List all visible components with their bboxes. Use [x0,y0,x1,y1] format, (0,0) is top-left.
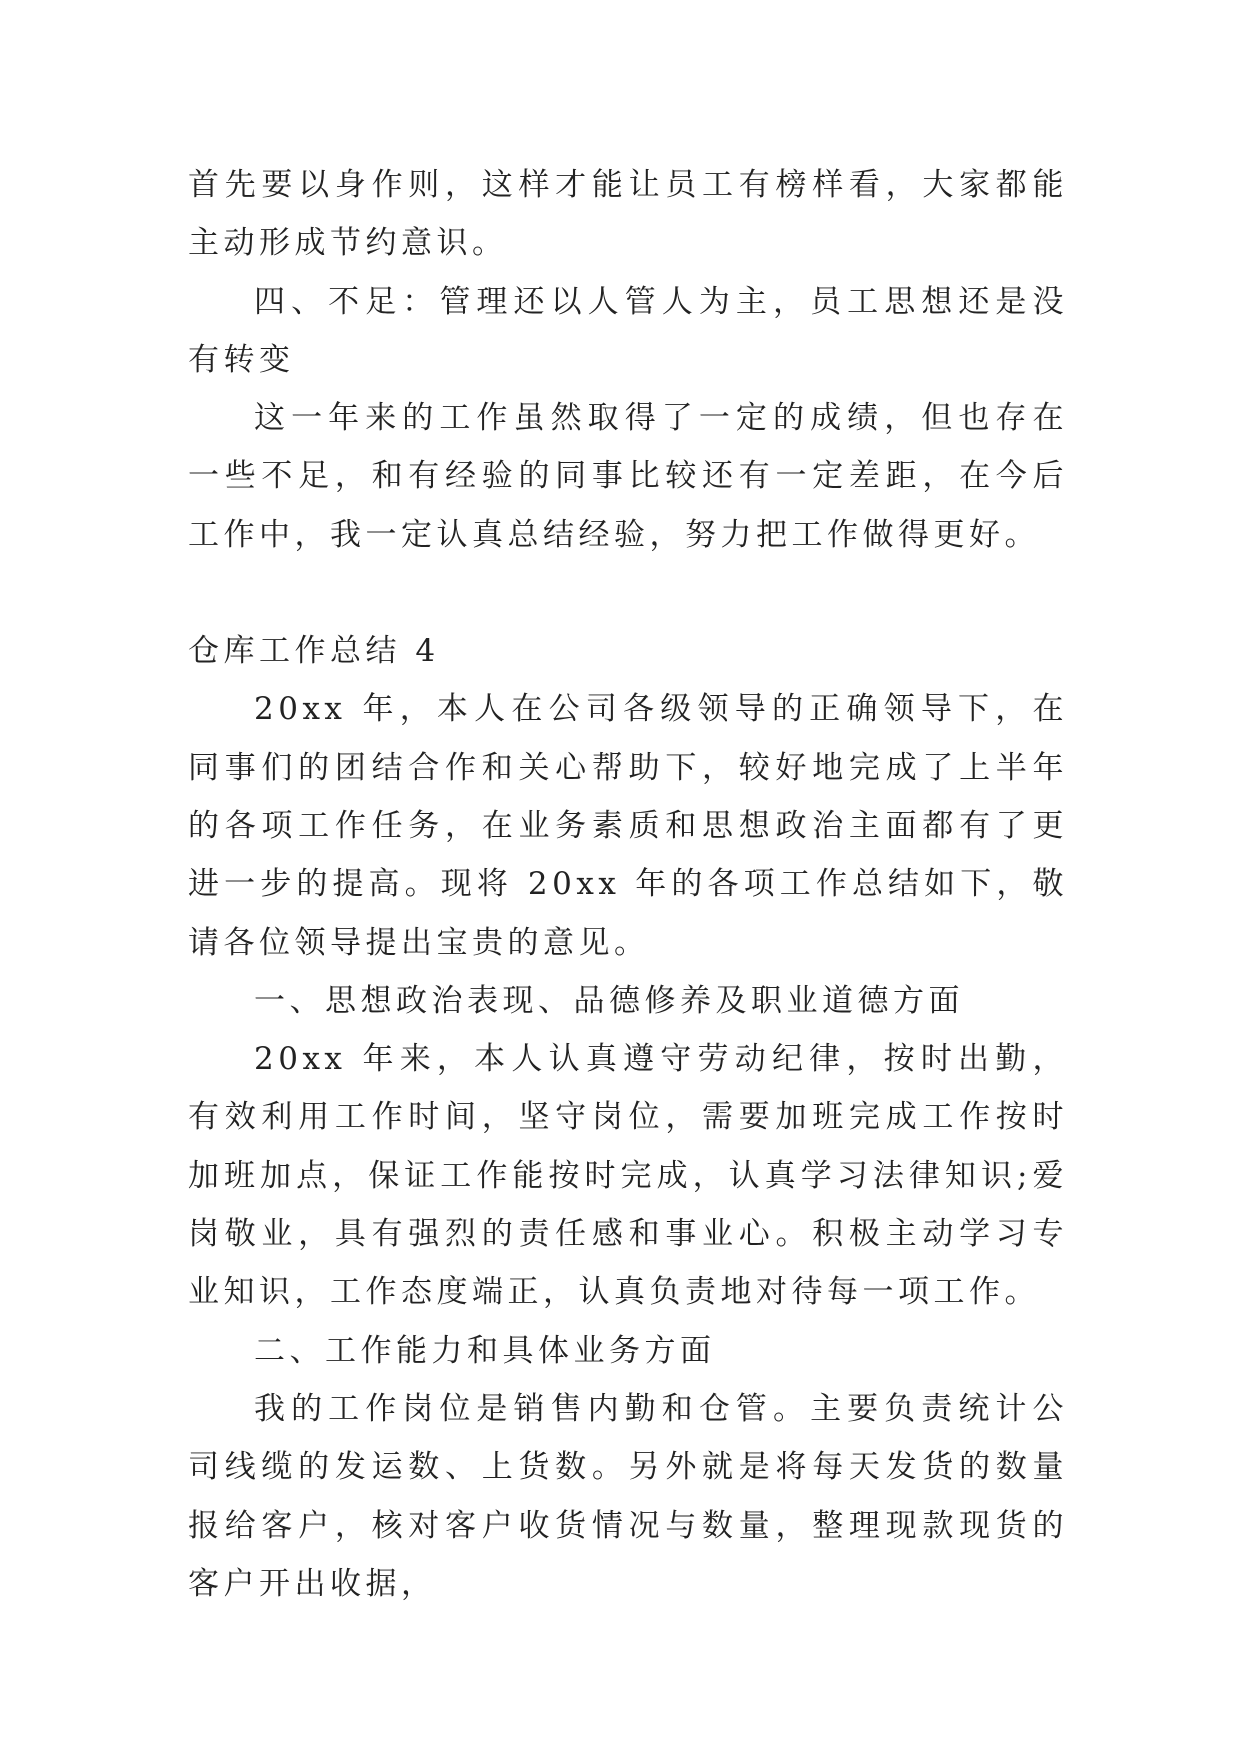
section-heading-ability: 二、工作能力和具体业务方面 [254,1332,716,1369]
section-title: 仓库工作总结 4 [188,633,440,670]
blank-line [188,564,1068,622]
paragraph-intro: 20xx 年，本人在公司各级领导的正确领导下，在同事们的团结合作和关心帮助下，较好地完成了上半年的各项工作任务，在业务素质和思想政治主面都有了更进一步的提高。现将 20xx 年的各项工作总结如下，敬请各位领导提出宝贵的意见。 [188,691,1068,961]
document-body [188,156,1068,1613]
section-heading-ethics: 一、思想政治表现、品德修养及职业道德方面 [254,982,964,1019]
paragraph-conclusion: 这一年来的工作虽然取得了一定的成绩，但也存在一些不足，和有经验的同事比较还有一定差距，在今后工作中，我一定认真总结经验，努力把工作做得更好。 [188,400,1068,553]
section-heading-shortcomings: 四、不足：管理还以人管人为主，员工思想还是没有转变 [188,283,1068,378]
paragraph-ability: 我的工作岗位是销售内勤和仓管。主要负责统计公司线缆的发运数、上货数。另外就是将每天发货的数量报给客户，核对客户收货情况与数量，整理现款现货的客户开出收据， [188,1390,1068,1602]
paragraph-ethics: 20xx 年来，本人认真遵守劳动纪律，按时出勤，有效利用工作时间，坚守岗位，需要加班完成工作按时加班加点，保证工作能按时完成，认真学习法律知识;爱岗敬业，具有强烈的责任感和事业心。积极主动学习专业知识，工作态度端正，认真负责地对待每一项工作。 [188,1041,1068,1311]
paragraph-continuation: 首先要以身作则，这样才能让员工有榜样看，大家都能主动形成节约意识。 [188,167,1068,262]
